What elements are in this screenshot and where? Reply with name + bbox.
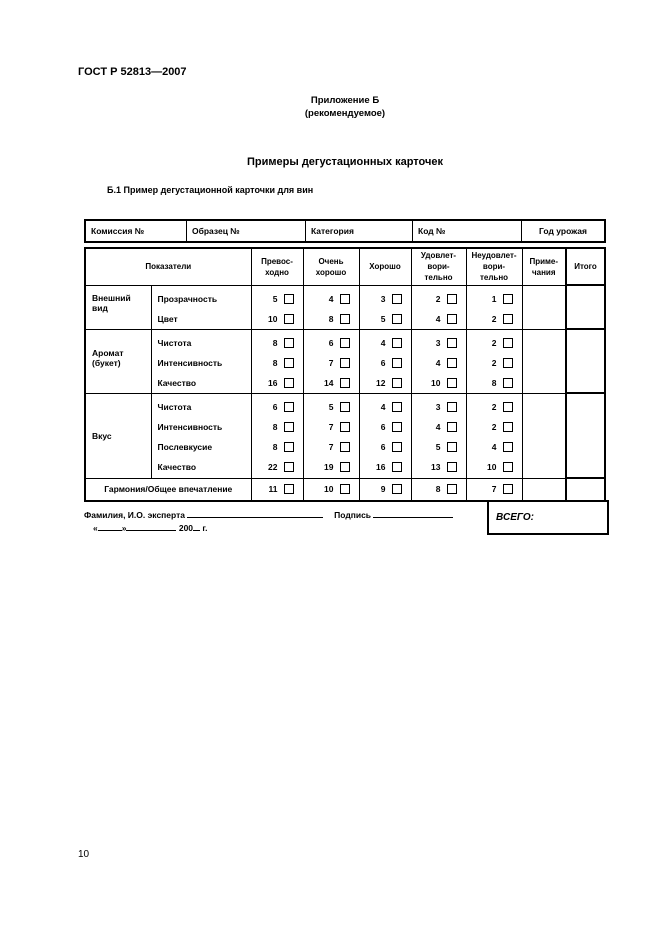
score-checkbox[interactable] [392, 422, 402, 432]
total-box-label: ВСЕГО: [496, 512, 534, 523]
sample-field: Образец № [187, 220, 306, 242]
score-option [360, 309, 411, 329]
score-checkbox[interactable] [284, 402, 294, 412]
tasting-table [84, 247, 606, 502]
subsection-title: Б.1 Пример дегустационной карточки для вин [107, 185, 314, 195]
score-value: 2 [491, 402, 497, 412]
score-checkbox[interactable] [340, 402, 350, 412]
indicator-name: Чистота [157, 337, 192, 348]
score-checkbox[interactable] [340, 462, 350, 472]
score-option [360, 289, 411, 309]
indicator-group-row [85, 329, 605, 393]
score-option [304, 437, 359, 457]
group-label-text: (букет) [92, 357, 121, 368]
score-value: 5 [380, 313, 386, 324]
indicator-name: Послевкусие [157, 441, 213, 452]
indicator-group-label [85, 285, 151, 329]
score-value: 4 [435, 313, 441, 324]
score-option [360, 397, 411, 417]
score-value: 6 [380, 357, 386, 368]
score-column-cell [303, 329, 359, 393]
score-option [412, 373, 466, 393]
score-option [360, 333, 411, 353]
col-total: Итого [566, 248, 605, 285]
score-checkbox[interactable] [340, 338, 350, 348]
harmony-score-cell [359, 478, 411, 501]
harmony-row [85, 478, 605, 501]
score-value: 5 [272, 293, 278, 304]
score-checkbox[interactable] [284, 314, 294, 324]
score-option [360, 417, 411, 437]
score-value: 11 [268, 484, 278, 495]
score-value: 4 [380, 402, 386, 412]
score-value: 7 [328, 357, 334, 368]
score-value: 10 [487, 462, 497, 472]
indicator-name: Прозрачность [157, 293, 218, 304]
expert-name-label: Фамилия, И.О. эксперта [84, 510, 186, 520]
score-checkbox[interactable] [392, 378, 402, 388]
score-checkbox[interactable] [447, 484, 457, 494]
score-checkbox[interactable] [284, 484, 294, 494]
score-option [467, 353, 522, 373]
score-checkbox[interactable] [284, 422, 294, 432]
score-value: 2 [491, 337, 497, 348]
score-checkbox[interactable] [447, 442, 457, 452]
commission-field: Комиссия № [85, 220, 187, 242]
score-value: 6 [380, 442, 386, 452]
score-option [304, 373, 359, 393]
score-value: 8 [491, 377, 497, 388]
score-option [252, 309, 303, 329]
score-option [412, 397, 466, 417]
score-option [252, 397, 303, 417]
score-checkbox[interactable] [340, 442, 350, 452]
group-label-text: вид [92, 302, 108, 313]
score-value: 6 [328, 337, 334, 348]
score-option [304, 309, 359, 329]
score-checkbox[interactable] [392, 294, 402, 304]
score-value: 10 [324, 484, 334, 495]
score-option [412, 437, 466, 457]
score-value: 8 [272, 442, 278, 452]
expert-name-blank[interactable] [187, 508, 323, 518]
score-column-cell [411, 393, 466, 478]
score-checkbox[interactable] [284, 442, 294, 452]
score-option [360, 457, 411, 477]
score-value: 8 [272, 337, 278, 348]
score-option [467, 417, 522, 437]
score-column-cell [251, 329, 303, 393]
score-value: 8 [272, 422, 278, 432]
score-option [467, 289, 522, 309]
score-option [467, 309, 522, 329]
indicator-group-row [85, 285, 605, 329]
score-checkbox[interactable] [392, 442, 402, 452]
score-value: 2 [491, 422, 497, 432]
score-value: 9 [380, 484, 386, 495]
score-column-cell [359, 329, 411, 393]
score-checkbox[interactable] [392, 402, 402, 412]
code-field: Код № [413, 220, 522, 242]
score-option [360, 353, 411, 373]
indicator-group-row [85, 393, 605, 478]
harmony-notes-cell[interactable] [522, 478, 566, 501]
col-indicators: Показатели [85, 248, 251, 285]
score-option [467, 457, 522, 477]
score-value: 6 [272, 402, 278, 412]
score-option [252, 353, 303, 373]
harmony-label: Гармония/Общее впечатление [85, 478, 251, 501]
score-checkbox[interactable] [340, 358, 350, 368]
total-box[interactable] [487, 500, 609, 535]
appendix-note: (рекомендуемое) [304, 108, 386, 119]
score-checkbox[interactable] [392, 358, 402, 368]
score-checkbox[interactable] [340, 484, 350, 494]
score-option [252, 373, 303, 393]
score-checkbox[interactable] [284, 378, 294, 388]
score-value: 2 [491, 313, 497, 324]
score-value: 7 [328, 422, 334, 432]
date-quote-open: « [93, 523, 98, 533]
score-option [412, 457, 466, 477]
indicator-name: Интенсивность [157, 357, 223, 368]
indicator-names-cell [151, 285, 251, 329]
appendix-title: Приложение Б [310, 95, 380, 106]
indicator-name: Качество [157, 461, 197, 472]
score-checkbox[interactable] [503, 442, 513, 452]
date-line [93, 521, 207, 533]
score-column-cell [359, 393, 411, 478]
score-checkbox[interactable] [284, 358, 294, 368]
score-value: 3 [435, 402, 441, 412]
score-option [467, 373, 522, 393]
score-value: 12 [376, 377, 386, 388]
score-option [412, 333, 466, 353]
score-option [467, 437, 522, 457]
indicator-name: Качество [157, 377, 197, 388]
score-value: 2 [491, 357, 497, 368]
year-suffix: г. [202, 523, 208, 533]
category-field: Категория [306, 220, 413, 242]
score-checkbox[interactable] [447, 358, 457, 368]
notes-cell[interactable] [522, 329, 566, 393]
signature-blank[interactable] [373, 508, 453, 518]
section-title: Примеры дегустационных карточек [247, 156, 443, 168]
score-checkbox[interactable] [284, 294, 294, 304]
score-option [412, 309, 466, 329]
score-option [304, 417, 359, 437]
score-value: 3 [380, 293, 386, 304]
score-option [304, 289, 359, 309]
score-column-cell [303, 393, 359, 478]
score-checkbox[interactable] [503, 358, 513, 368]
score-value: 8 [328, 313, 334, 324]
col-good: Хорошо [359, 248, 411, 285]
score-option [252, 457, 303, 477]
col-satisfactory: Удовлет- вори- тельно [411, 248, 466, 285]
harmony-score-cell [466, 478, 522, 501]
indicator-names-cell [151, 393, 251, 478]
score-checkbox[interactable] [503, 462, 513, 472]
score-value: 8 [272, 357, 278, 368]
score-column-cell [251, 285, 303, 329]
score-checkbox[interactable] [503, 378, 513, 388]
score-column-cell [411, 329, 466, 393]
total-cell[interactable] [566, 393, 605, 478]
score-checkbox[interactable] [503, 338, 513, 348]
score-value: 22 [268, 462, 278, 472]
score-column-cell [359, 285, 411, 329]
group-label-text: Аромат [92, 347, 124, 358]
score-value: 19 [324, 462, 334, 472]
total-cell[interactable] [566, 285, 605, 329]
indicator-name: Чистота [157, 401, 192, 412]
score-value: 4 [435, 422, 441, 432]
indicator-names-cell [151, 329, 251, 393]
score-value: 7 [491, 484, 497, 495]
harvest-year-field: Год урожая [522, 220, 606, 242]
score-value: 8 [435, 484, 441, 495]
score-checkbox[interactable] [503, 314, 513, 324]
score-value: 5 [328, 402, 334, 412]
score-value: 10 [431, 377, 441, 388]
score-checkbox[interactable] [447, 402, 457, 412]
score-checkbox[interactable] [392, 462, 402, 472]
col-unsatisfactory: Неудовлет- вори- тельно [466, 248, 522, 285]
score-checkbox[interactable] [447, 338, 457, 348]
score-checkbox[interactable] [340, 294, 350, 304]
harmony-total-cell[interactable] [566, 478, 605, 501]
document-standard-header: ГОСТ Р 52813—2007 [78, 66, 187, 78]
table-header-row [85, 248, 605, 285]
score-checkbox[interactable] [503, 484, 513, 494]
score-checkbox[interactable] [503, 294, 513, 304]
score-value: 14 [324, 377, 334, 388]
score-option [360, 437, 411, 457]
year-prefix: 200 [178, 523, 194, 533]
harmony-score-cell [303, 478, 359, 501]
score-checkbox[interactable] [284, 462, 294, 472]
indicator-group-label [85, 329, 151, 393]
indicator-name: Цвет [157, 313, 178, 324]
date-quote-close: » [121, 523, 127, 533]
score-option [304, 397, 359, 417]
score-checkbox[interactable] [447, 378, 457, 388]
total-cell[interactable] [566, 329, 605, 393]
score-value: 5 [435, 442, 441, 452]
score-option [252, 333, 303, 353]
score-checkbox[interactable] [447, 294, 457, 304]
col-excellent: Превос- ходно [251, 248, 303, 285]
score-value: 4 [380, 337, 386, 348]
card-header-table [84, 219, 606, 243]
day-blank[interactable] [98, 521, 122, 531]
score-checkbox[interactable] [284, 338, 294, 348]
month-blank[interactable] [126, 521, 176, 531]
score-column-cell [466, 393, 522, 478]
score-checkbox[interactable] [392, 314, 402, 324]
score-value: 4 [435, 357, 441, 368]
score-option [412, 353, 466, 373]
score-checkbox[interactable] [392, 484, 402, 494]
score-value: 16 [268, 377, 278, 388]
score-column-cell [411, 285, 466, 329]
score-checkbox[interactable] [503, 402, 513, 412]
score-value: 4 [491, 442, 497, 452]
score-option [467, 333, 522, 353]
score-checkbox[interactable] [340, 422, 350, 432]
group-label-text: Внешний [92, 292, 131, 303]
score-option [304, 333, 359, 353]
score-value: 10 [268, 313, 278, 324]
year-blank[interactable] [193, 521, 200, 531]
indicator-group-label [85, 393, 151, 478]
score-option [360, 373, 411, 393]
score-value: 7 [328, 442, 334, 452]
harmony-score-cell [251, 478, 303, 501]
score-checkbox[interactable] [340, 378, 350, 388]
score-value: 4 [328, 293, 334, 304]
signature-label: Подпись [334, 510, 372, 520]
score-value: 3 [435, 337, 441, 348]
score-column-cell [466, 329, 522, 393]
score-option [304, 353, 359, 373]
score-value: 13 [431, 462, 441, 472]
score-column-cell [303, 285, 359, 329]
score-value: 1 [491, 293, 497, 304]
indicator-name: Интенсивность [157, 421, 223, 432]
score-option [252, 417, 303, 437]
score-value: 2 [435, 293, 441, 304]
score-option [467, 397, 522, 417]
score-checkbox[interactable] [392, 338, 402, 348]
score-option [412, 289, 466, 309]
score-option [252, 289, 303, 309]
page-number: 10 [78, 849, 90, 860]
score-checkbox[interactable] [447, 422, 457, 432]
score-checkbox[interactable] [447, 462, 457, 472]
col-notes: Приме- чания [522, 248, 566, 285]
score-option [304, 457, 359, 477]
score-value: 16 [376, 462, 386, 472]
score-checkbox[interactable] [503, 422, 513, 432]
score-option [412, 417, 466, 437]
score-value: 6 [380, 422, 386, 432]
expert-signature-line [84, 508, 453, 520]
notes-cell[interactable] [522, 285, 566, 329]
col-very-good: Очень хорошо [303, 248, 359, 285]
score-checkbox[interactable] [340, 314, 350, 324]
harmony-score-cell [411, 478, 466, 501]
group-label-text: Вкус [92, 430, 112, 441]
notes-cell[interactable] [522, 393, 566, 478]
score-checkbox[interactable] [447, 314, 457, 324]
score-option [252, 437, 303, 457]
score-column-cell [251, 393, 303, 478]
score-column-cell [466, 285, 522, 329]
